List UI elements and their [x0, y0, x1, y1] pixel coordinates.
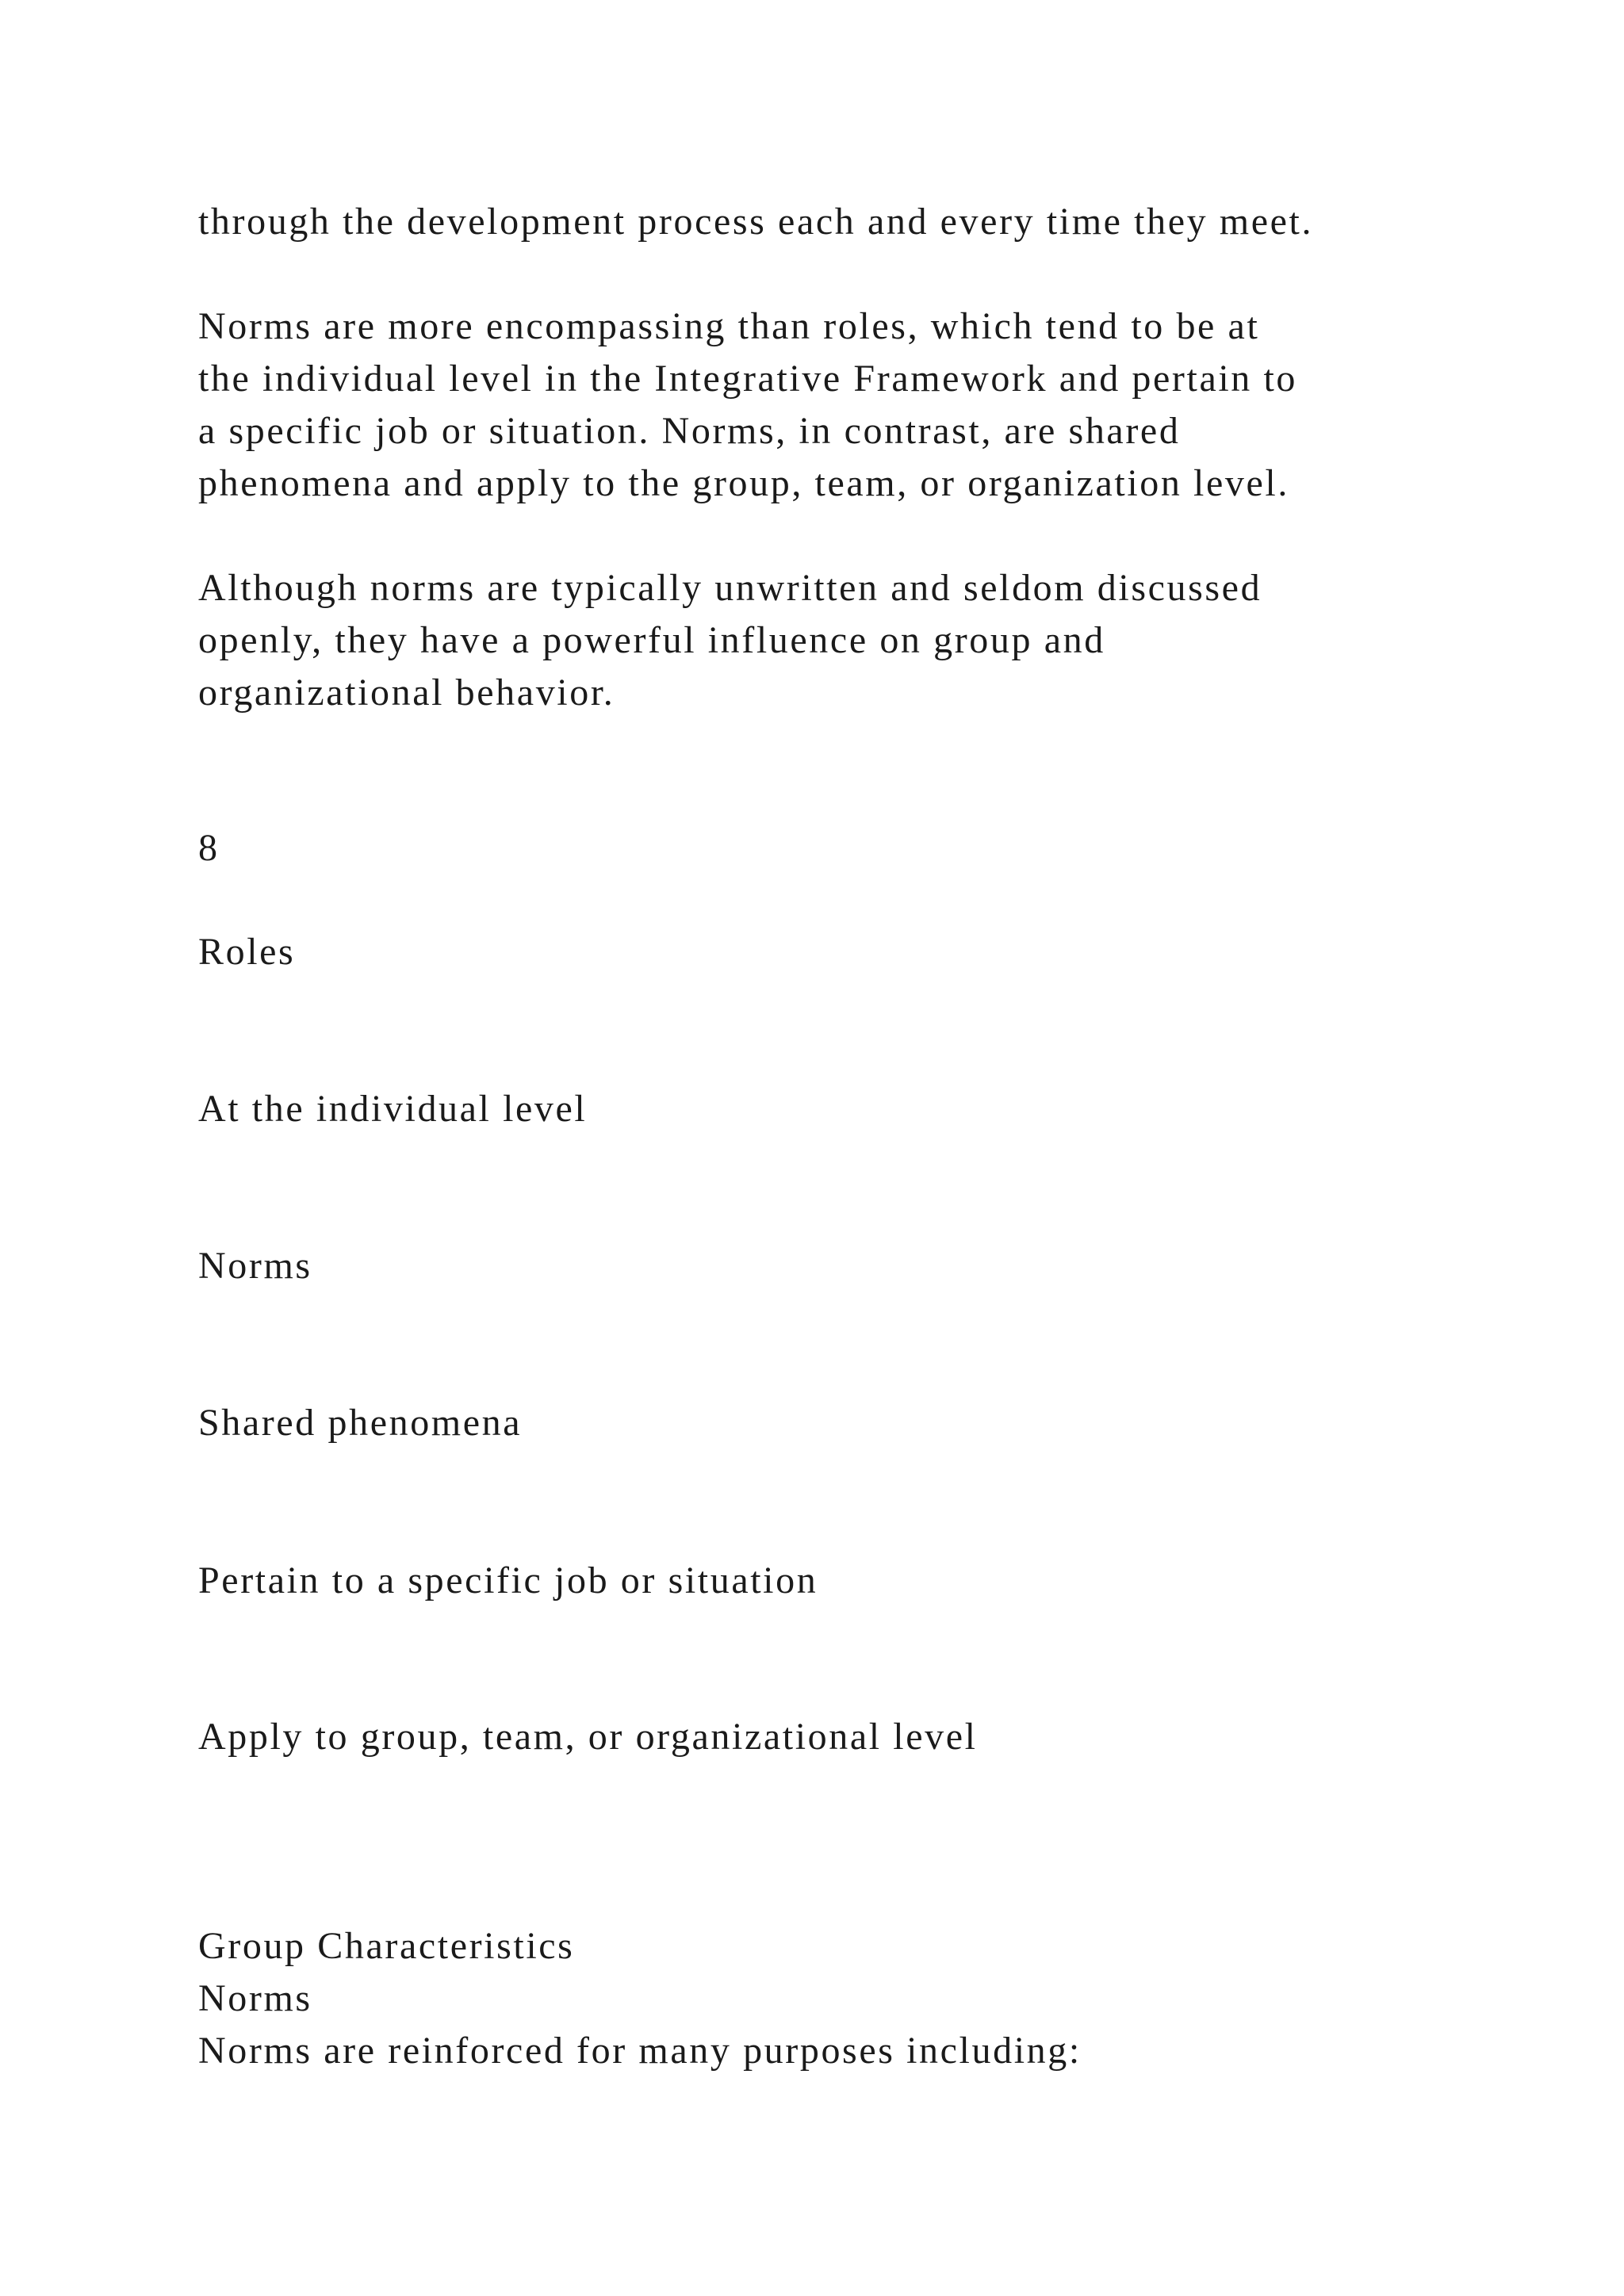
paragraph-2-line-2: the individual level in the Integrative Framework and pertain to: [198, 358, 1298, 400]
roles-heading: Roles: [198, 931, 296, 973]
paragraph-3-line-3: organizational behavior.: [198, 672, 615, 714]
document-page: [198, 0, 1467, 2296]
section-title: Group Characteristics: [198, 1925, 575, 1967]
paragraph-3-line-1: Although norms are typically unwritten and seldom discussed: [198, 567, 1262, 609]
norms-heading: Norms: [198, 1245, 312, 1287]
roles-point-2: Pertain to a specific job or situation: [198, 1559, 818, 1601]
section-intro: Norms are reinforced for many purposes including:: [198, 2030, 1082, 2072]
slide-number: 8: [198, 827, 220, 869]
paragraph-3-line-2: openly, they have a powerful influence on group and: [198, 619, 1105, 661]
paragraph-2-line-3: a specific job or situation. Norms, in contrast, are shared: [198, 410, 1181, 452]
paragraph-1-line-1: through the development process each and every time they meet.: [198, 201, 1314, 243]
section-subtitle: Norms: [198, 1977, 312, 2019]
norms-point: Shared phenomena: [198, 1402, 523, 1444]
paragraph-2-line-4: phenomena and apply to the group, team, or organization level.: [198, 462, 1289, 504]
norms-point-2: Apply to group, team, or organizational level: [198, 1716, 978, 1758]
roles-point: At the individual level: [198, 1088, 588, 1130]
paragraph-2-line-1: Norms are more encompassing than roles, which tend to be at: [198, 305, 1260, 347]
